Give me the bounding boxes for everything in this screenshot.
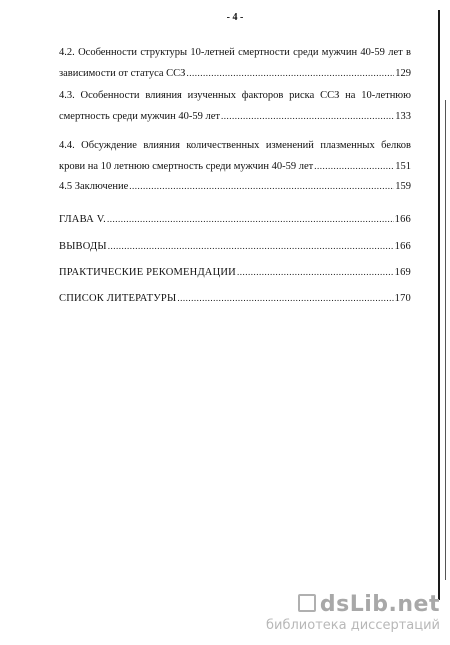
- toc-page-number: 133: [395, 111, 411, 122]
- dot-leader: [237, 262, 394, 283]
- page-number: - 4 -: [226, 12, 244, 23]
- toc-entry-text: ГЛАВА V.: [59, 214, 106, 225]
- toc-page-number: 151: [395, 161, 411, 172]
- toc-page-number: 166: [394, 214, 411, 225]
- dot-leader: [186, 63, 394, 84]
- dot-leader: [107, 209, 394, 230]
- toc-entry-text: ПРАКТИЧЕСКИЕ РЕКОМЕНДАЦИИ: [59, 267, 236, 278]
- toc-entry-4-3: [59, 86, 411, 127]
- toc-entry-text: ВЫВОДЫ: [59, 241, 107, 252]
- toc-page-number: 169: [394, 267, 411, 278]
- toc-entry-references: [59, 288, 411, 309]
- toc-page-number: 170: [394, 293, 411, 304]
- watermark-subtitle: библиотека диссертаций: [266, 618, 440, 633]
- toc-entry-4-4: [59, 136, 411, 177]
- toc-entry-4-2: [59, 43, 411, 84]
- toc-entry-text: крови на 10 летнюю смертность среди мужчин 40-59 лет: [59, 161, 314, 172]
- dot-leader: [108, 236, 394, 257]
- watermark-logo: dsLib.net: [266, 592, 440, 617]
- dot-leader: [221, 106, 394, 127]
- scan-edge-line: [445, 100, 446, 580]
- watermark: [266, 592, 440, 633]
- toc-entry-text: 4.3. Особенности влияния изученных факторов риска ССЗ на 10-летнюю: [59, 90, 411, 101]
- toc-entry-text: смертность среди мужчин 40-59 лет: [59, 111, 220, 122]
- dot-leader: [314, 156, 394, 177]
- toc-entry-chapter-5: [59, 209, 411, 230]
- dot-leader: [177, 288, 393, 309]
- toc-page-number: 129: [395, 68, 411, 79]
- toc-entry-conclusion: [59, 176, 411, 197]
- toc-entry-conclusions: [59, 236, 411, 257]
- book-icon: [298, 594, 316, 612]
- toc-page-number: 159: [395, 181, 411, 192]
- toc-entry-text: 4.4. Обсуждение влияния количественных изменений плазменных белков: [59, 140, 411, 151]
- scan-edge-line: [438, 10, 440, 600]
- toc-entry-recommendations: [59, 262, 411, 283]
- toc-entry-text: СПИСОК ЛИТЕРАТУРЫ: [59, 293, 177, 304]
- dot-leader: [129, 176, 394, 197]
- toc-entry-text: зависимости от статуса ССЗ: [59, 68, 186, 79]
- toc-entry-text: 4.5 Заключение: [59, 181, 129, 192]
- toc-entry-text: 4.2. Особенности структуры 10-летней смертности среди мужчин 40-59 лет в: [59, 47, 411, 58]
- toc-page-number: 166: [394, 241, 411, 252]
